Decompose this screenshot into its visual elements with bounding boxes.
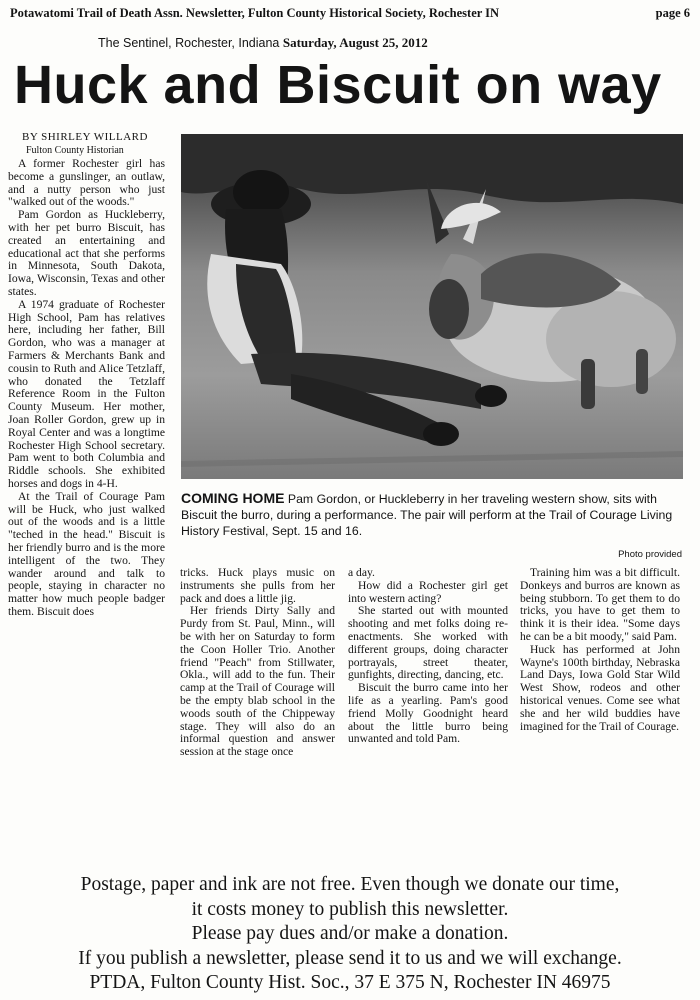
paragraph: a day. [348,567,375,579]
caption-text: Pam Gordon, or Huckleberry in her traveling western show, sits with Biscuit the burro, during a performance. The pair will perform at the Trail of Courage Living History Festival, Sept. 15 and 16. [181,492,673,538]
headline: Huck and Biscuit on way [14,55,662,115]
publication-date: Saturday, August 25, 2012 [282,35,428,50]
caption-lead: COMING HOME [181,490,285,506]
paragraph: She started out with mounted shooting and met folks doing re-enactments. She worked with different groups, doing character portrayals, street theater, gunfights, directing, dancing, etc. [348,604,508,682]
photo-huck-and-biscuit [181,134,683,479]
photo-caption [181,490,683,539]
article-column-3 [348,567,508,837]
dateline [98,35,428,51]
paragraph: How did a Rochester girl get into western acting? [348,578,508,605]
page-number: page 6 [655,6,690,20]
appeal-line: Postage, paper and ink are not free. Even though we donate our time, [80,874,620,895]
paragraph: At the Trail of Courage Pam will be Huck, who just walked out of the woods and is a little "teched in the head." Biscuit is her friendly burro and is the more intelligent of the two. They wander around and talk to people, staying in character no matter how much people badger them. Biscuit does [8,489,165,618]
paragraph: A 1974 graduate of Rochester High School, Pam has relatives here, including her father, Bill Gordon, who was a manager at Farmers & Merchants Bank and cousin to Ruth and Alice Tetzlaff, who donated the Tetzlaff Reference Room in the Fulton County Museum. Her mother, Joan Roller Gordon, grew up in Royal Center and was a longtime Rochester High School secretary. Pam went to both Columbia and Riddle schools. She exhibited horses and dogs in 4-H. [8,297,165,490]
author-title: Fulton County Historian [26,145,124,156]
paragraph: Huck has performed at John Wayne's 100th birthday, Nebraska Land Days, Iowa Gold Star Wild West Show, rodeos and other historical venues. Come see what she and her wild buddies have imagined for the Trail of Courage. [520,642,680,733]
article-photo [181,134,683,479]
photo-credit: Photo provided [618,549,682,560]
appeal-line: Please pay dues and/or make a donation. [191,923,509,944]
mailing-address: PTDA, Fulton County Hist. Soc., 37 E 375 N, Rochester IN 46975 [89,972,611,993]
paragraph: Biscuit the burro came into her life as a yearling. Pam's good friend Molly Goodnight heard about the little burro being unwanted and told Pam. [348,681,508,746]
article-column-4 [520,567,680,837]
article-column-2 [180,567,335,837]
paragraph: tricks. Huck plays music on instruments she pulls from her pack and does a little jig. [180,567,335,605]
paragraph: A former Rochester girl has become a gunslinger, an outlaw, and a nutty person who just "walked out of the woods." [8,158,165,209]
newsletter-header: Potawatomi Trail of Death Assn. Newsletter, Fulton County Historical Society, Rochester IN [10,6,500,20]
paragraph: Training him was a bit difficult. Donkeys and burros are known as being stubborn. To get them to do tricks, you have to get them to think it is their idea. "Some days he can be a bit moody," said Pam. [520,567,680,643]
newsletter-appeal [0,873,700,996]
paragraph: Her friends Dirty Sally and Purdy from St. Paul, Minn., will be with her on Saturday to form the Coon Holler Trio. Another friend "Peach" from Stillwater, Okla., will add to the fun. Their camp at the Trail of Courage will be the empty blab school in the woods south of the Chippeway stage. They will also do an informal question and answer session at the stage once [180,604,335,759]
byline: BY SHIRLEY WILLARD [22,131,148,143]
appeal-line: it costs money to publish this newsletter. [191,898,509,920]
appeal-line: If you publish a newsletter, please send it to us and we will exchange. [78,947,622,969]
paragraph: Pam Gordon as Huckleberry, with her pet burro Biscuit, has created an entertaining and educational act that she performs in Minnesota, South Dakota, Iowa, Wisconsin, Texas and other states. [8,208,165,298]
article-column-1 [8,158,165,833]
newspaper-name: The Sentinel, Rochester, Indiana [98,36,280,50]
